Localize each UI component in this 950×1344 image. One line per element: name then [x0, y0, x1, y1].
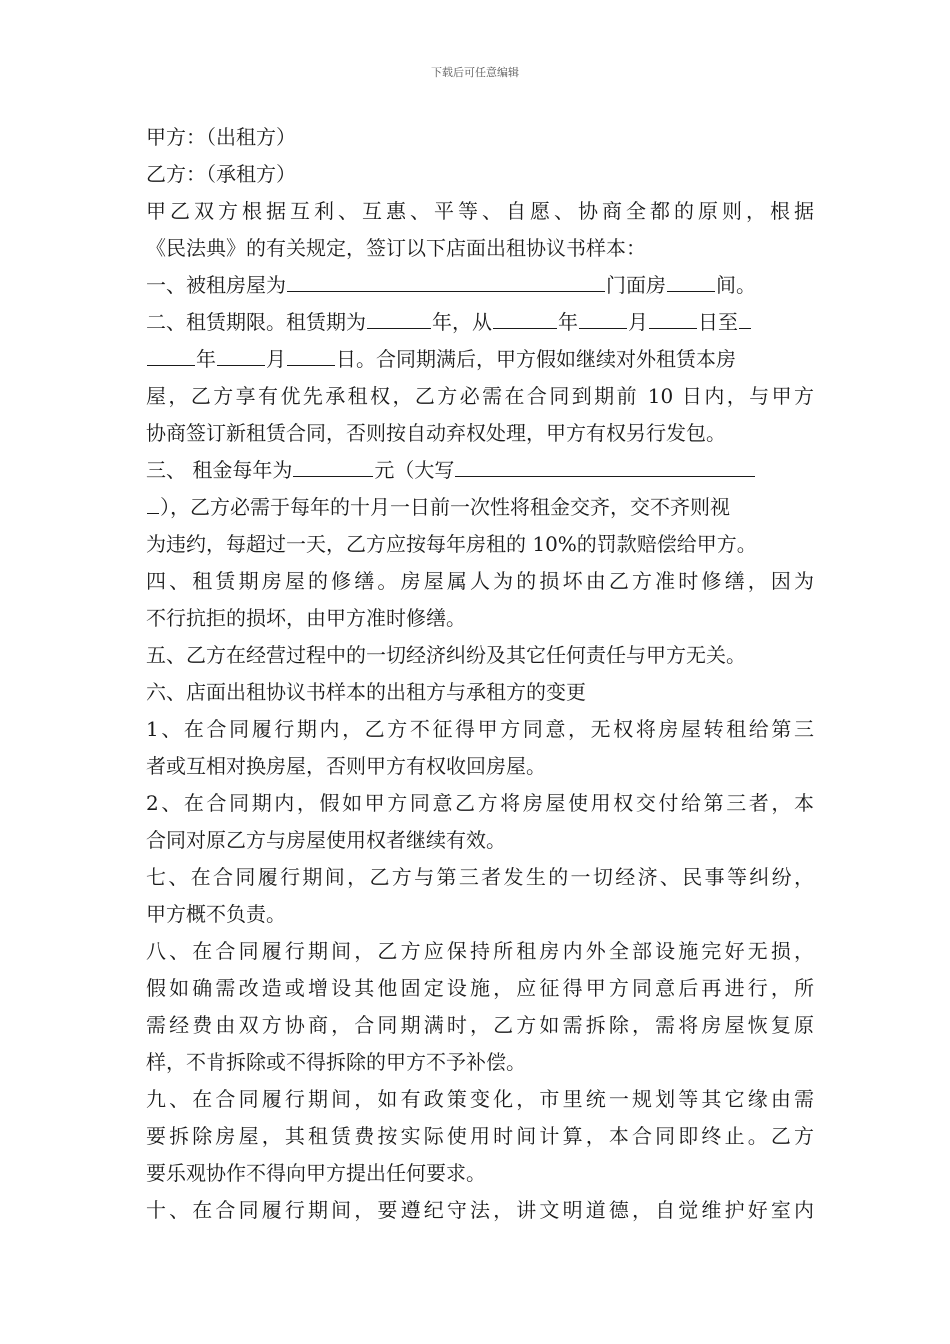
clause-9-line-2: 要拆除房屋，其租赁费按实际使用时间计算，本合同即终止。乙方 — [146, 1124, 814, 1148]
party-a-line: 甲方：（出租方） — [146, 125, 296, 149]
blank-field — [287, 364, 335, 366]
clause-1-line — [146, 267, 814, 304]
clause-8-line-1: 八、在合同履行期间，乙方应保持所租房内外全部设施完好无损， — [146, 939, 814, 963]
clause-4-line-1: 四、租赁期房屋的修缮。房屋属人为的损坏由乙方准时修缮，因为 — [146, 569, 814, 593]
blank-field — [147, 364, 195, 366]
clause-1-text-b: 门面房 — [606, 273, 666, 297]
clause-8-line-3: 需经费由双方协商，合同期满时，乙方如需拆除，需将房屋恢复原 — [146, 1013, 814, 1037]
blank-field — [287, 290, 605, 292]
clause-3-text-a: 三、 租金每年为 — [146, 458, 293, 482]
clause-4-line-2: 不行抗拒的损坏，由甲方准时修缮。 — [146, 606, 466, 630]
clause-6-2-line-2: 合同对原乙方与房屋使用权者继续有效。 — [146, 828, 506, 852]
blank-field — [367, 327, 431, 329]
blank-field — [147, 512, 159, 514]
clause-2-text-d: 月 — [628, 310, 648, 334]
blank-field — [579, 327, 627, 329]
clause-2-text-b: 年，从 — [432, 310, 492, 334]
clause-6-line: 六、店面出租协议书样本的出租方与承租方的变更 — [146, 680, 586, 704]
blank-field — [493, 327, 557, 329]
clause-7-line-1: 七、在合同履行期间，乙方与第三者发生的一切经济、民事等纠纷， — [146, 865, 814, 889]
clause-3-text-l2: ），乙方必需于每年的十月一日前一次性将租金交齐，交不齐则视 — [160, 495, 730, 519]
blank-field — [293, 475, 373, 477]
clause-10-line-1: 十、在合同履行期间，要遵纪守法，讲文明道德，自觉维护好室内 — [146, 1198, 814, 1222]
clause-5-line: 五、乙方在经营过程中的一切经济纠纷及其它任何责任与甲方无关。 — [146, 643, 746, 667]
intro-line-2: 《民法典》的有关规定，签订以下店面出租协议书样本： — [146, 236, 646, 260]
clause-2-text-h: 日。合同期满后，甲方假如继续对外租赁本房 — [336, 347, 736, 371]
clause-8-line-4: 样，不肯拆除或不得拆除的甲方不予补偿。 — [146, 1050, 526, 1074]
contract-body — [146, 119, 814, 1229]
clause-1-text-c: 间。 — [716, 273, 756, 297]
clause-2-text-a: 二、租赁期限。租赁期为 — [146, 310, 366, 334]
clause-3-line-2 — [146, 489, 814, 526]
blank-field — [455, 475, 755, 477]
clause-2-text-e: 日至 — [698, 310, 738, 334]
clause-2-text-f: 年 — [196, 347, 216, 371]
clause-7-line-2: 甲方概不负责。 — [146, 902, 286, 926]
clause-8-line-2: 假如确需改造或增设其他固定设施，应征得甲方同意后再进行，所 — [146, 976, 814, 1000]
clause-2-text-g: 月 — [266, 347, 286, 371]
clause-3-line-3: 为违约，每超过一天，乙方应按每年房租的 10%的罚款赔偿给甲方。 — [146, 532, 757, 556]
blank-field — [667, 290, 715, 292]
clause-2-line-1 — [146, 304, 814, 341]
clause-2-line-3: 屋，乙方享有优先承租权，乙方必需在合同到期前 10 日内，与甲方 — [146, 384, 814, 408]
clause-9-line-1: 九、在合同履行期间，如有政策变化，市里统一规划等其它缘由需 — [146, 1087, 814, 1111]
clause-2-line-2 — [146, 341, 814, 378]
blank-field — [649, 327, 697, 329]
clause-2-line-4: 协商签订新租赁合同，否则按自动弃权处理，甲方有权另行发包。 — [146, 421, 726, 445]
clause-2-text-c: 年 — [558, 310, 578, 334]
clause-9-line-3: 要乐观协作不得向甲方提出任何要求。 — [146, 1161, 486, 1185]
clause-6-1-line-2: 者或互相对换房屋，否则甲方有权收回房屋。 — [146, 754, 546, 778]
blank-field — [739, 327, 751, 329]
party-b-line: 乙方：（承租方） — [146, 162, 296, 186]
clause-6-2-line-1: 2、在合同期内，假如甲方同意乙方将房屋使用权交付给第三者，本 — [146, 791, 814, 815]
clause-1-text-a: 一、被租房屋为 — [146, 273, 286, 297]
clause-3-text-b: 元（大写 — [374, 458, 455, 482]
blank-field — [217, 364, 265, 366]
intro-line-1: 甲乙双方根据互利、互惠、平等、自愿、协商全都的原则，根据 — [146, 199, 814, 223]
page-header: 下载后可任意编辑 — [431, 66, 519, 79]
clause-6-1-line-1: 1、在合同履行期内，乙方不征得甲方同意，无权将房屋转租给第三 — [146, 717, 814, 741]
clause-3-line-1 — [146, 452, 814, 489]
